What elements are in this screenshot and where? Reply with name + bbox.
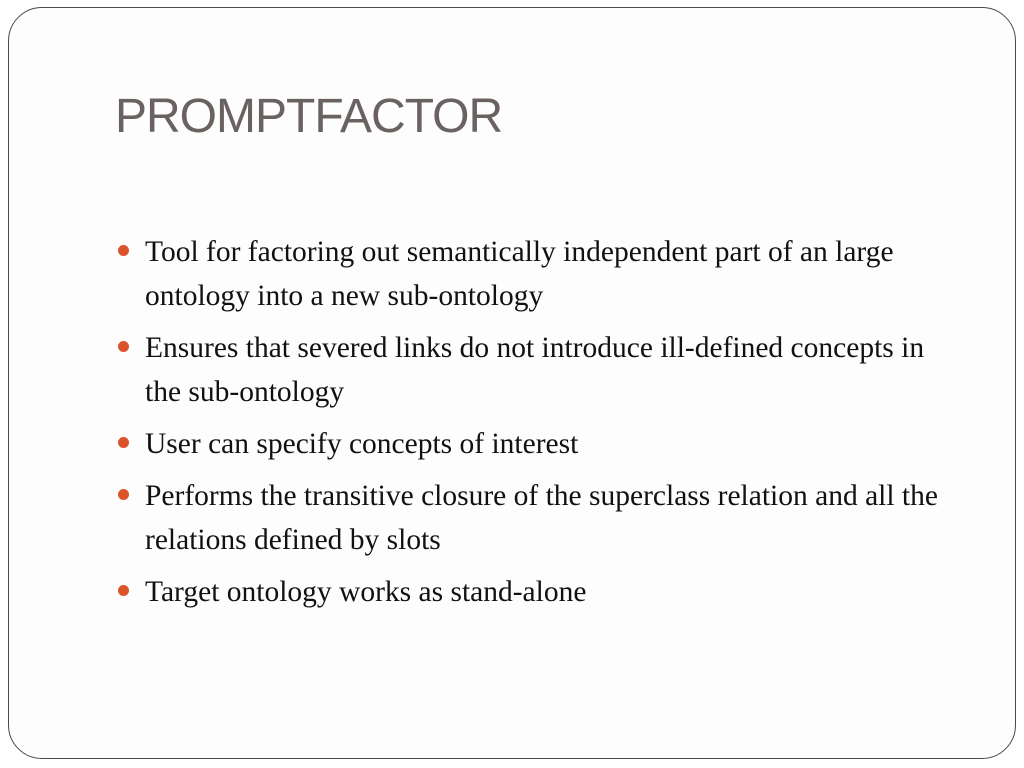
bullet-text: Tool for factoring out semantically independent part of an large ontology into a new sub-ontology <box>145 236 894 312</box>
bullet-dot-icon <box>118 245 129 256</box>
bullet-list <box>115 230 965 622</box>
slide <box>8 7 1016 759</box>
bullet-item <box>115 570 965 614</box>
bullet-text: Ensures that severed links do not introduce ill-defined concepts in the sub-ontology <box>145 332 925 408</box>
bullet-dot-icon <box>118 341 129 352</box>
slide-title: PROMPTFACTOR <box>115 90 503 143</box>
bullet-text: Target ontology works as stand-alone <box>145 576 587 608</box>
bullet-text: User can specify concepts of interest <box>145 428 579 460</box>
bullet-item <box>115 230 965 318</box>
bullet-dot-icon <box>118 437 129 448</box>
bullet-dot-icon <box>118 489 129 500</box>
bullet-item <box>115 474 965 562</box>
bullet-item <box>115 422 965 466</box>
bullet-item <box>115 326 965 414</box>
bullet-dot-icon <box>118 585 129 596</box>
bullet-text: Performs the transitive closure of the superclass relation and all the relations defined by slots <box>145 480 938 556</box>
